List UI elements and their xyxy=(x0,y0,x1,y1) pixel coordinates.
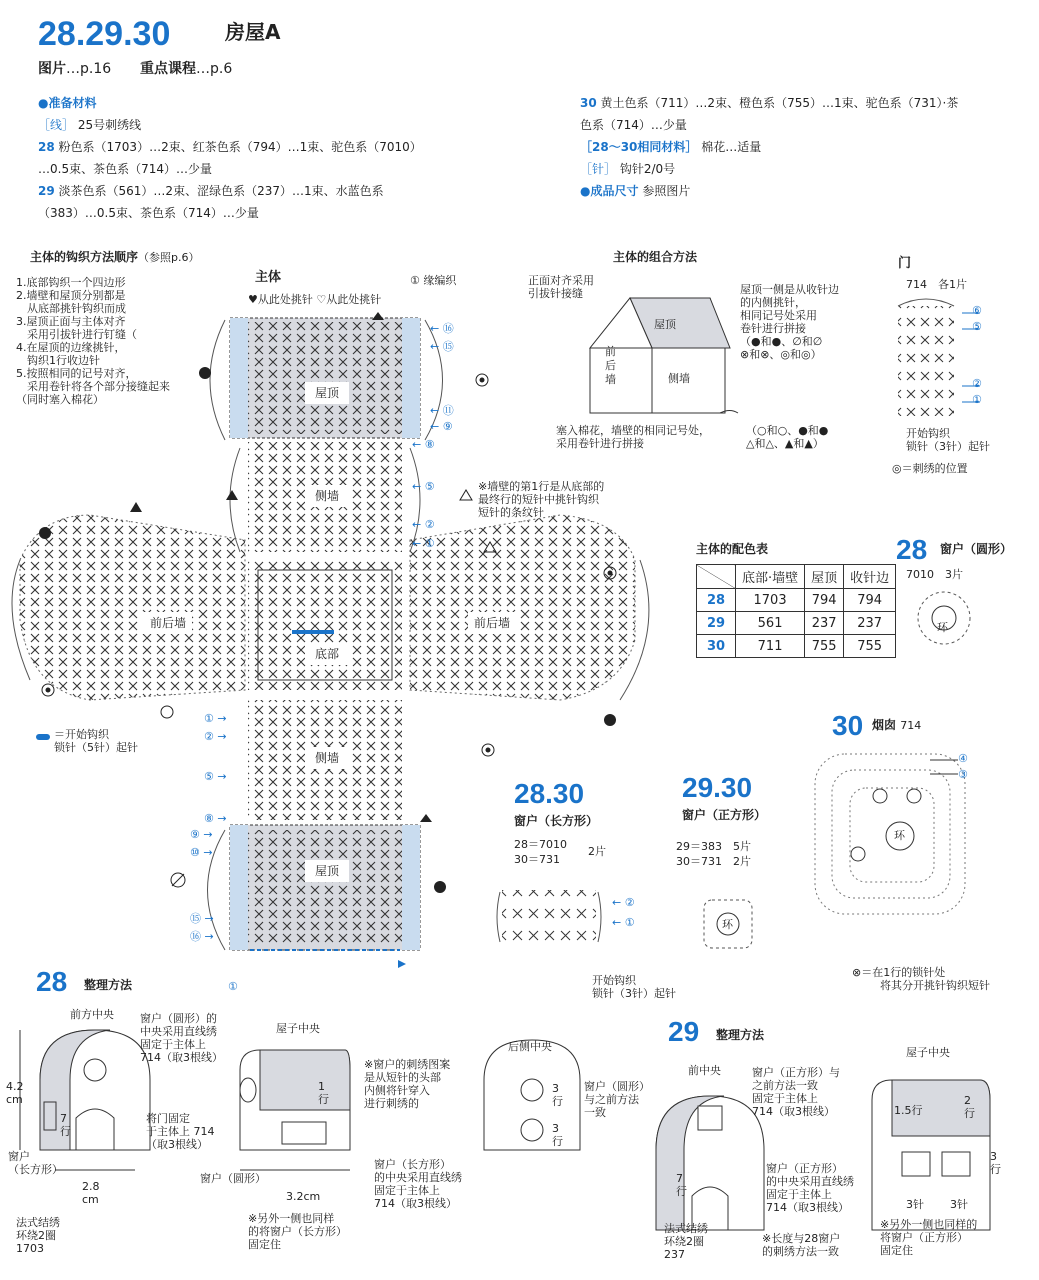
pattern-code: 28.29.30 xyxy=(38,15,171,53)
color-table xyxy=(696,564,896,658)
needle-line: ［针］ 钩针2/0号 xyxy=(580,162,676,176)
win-rect-row-1: ← ① xyxy=(612,916,635,929)
row-5: ← ⑤ xyxy=(412,480,435,493)
m30-line2: 色系（714）…少量 xyxy=(580,118,687,132)
finish29-title: 整理方法 xyxy=(716,1028,765,1042)
bottom-label: 底部 xyxy=(315,647,340,661)
finish28-rect-note: 窗户（长方形） 的中央采用直线绣 固定于主体上 714（取3根线） xyxy=(374,1158,462,1210)
win-sq-num: 29.30 xyxy=(682,772,753,803)
finish29-num: 29 xyxy=(668,1016,700,1047)
row-11: ← ⑪ xyxy=(430,404,454,417)
steps-title: 主体的钩织方法顺序（参照p.6） xyxy=(30,250,200,264)
thread-line: ［线］ 25号刺绣线 xyxy=(38,118,142,132)
row-9-bottom: ⑨ → xyxy=(190,828,213,841)
chimney-legend: ⊗＝在1行的锁针处 将其分开挑针钩织短针 xyxy=(852,966,990,992)
win-rect-row-2: ← ② xyxy=(612,896,635,909)
chimney-title: 烟囱 714 xyxy=(872,718,922,732)
door-color: 714 各1片 xyxy=(906,278,967,291)
row-5-bottom: ⑤ → xyxy=(204,770,227,783)
win-sq-ring: 环 xyxy=(722,918,733,931)
finish28-front-center: 前方中央 xyxy=(70,1008,114,1021)
chimney-num: 30 xyxy=(832,710,864,741)
row-2: ← ② xyxy=(412,518,435,531)
win-rect-28: 28＝7010 xyxy=(514,838,567,851)
pick-from-note: ♥从此处挑针 ♡从此处挑针 xyxy=(248,293,382,306)
ref-photo: 图片…p.16 xyxy=(38,61,112,77)
m28-line2: …0.5束、茶色系（714）…少量 xyxy=(38,162,212,176)
start-mark xyxy=(36,734,50,740)
row-10: ← ⑨ xyxy=(430,420,453,433)
door-embroider-note: ◎＝刺绣的位置 xyxy=(892,462,968,475)
finish29-front-center: 前中央 xyxy=(688,1064,721,1077)
finish28-rows7: 7 行 xyxy=(60,1112,71,1138)
finish28-knot: 法式结绣 环绕2圈 1703 xyxy=(16,1216,60,1255)
finish28-dim: 3.2cm xyxy=(286,1190,321,1203)
edge-note: ① 缘编织 xyxy=(410,274,457,287)
assembly-right-note: 屋顶一侧是从收针边 的内侧挑针， 相同记号处采用 卷针进行拼接 （●和●、∅和∅ ⊗和⊗、◎和◎） xyxy=(740,283,839,361)
side-wall-label-top: 侧墙 xyxy=(315,489,340,503)
finish29-r7: 7 行 xyxy=(676,1172,687,1198)
finish29-r3: 3 行 xyxy=(990,1150,1001,1176)
win-rect-start: 开始钩织 锁针（3针）起针 xyxy=(592,974,676,1000)
finish29-knot: 法式结绣 环绕2圈 237 xyxy=(664,1222,708,1261)
finish28-embroider-note: ※窗户的刺绣图案 是从短针的头部 内侧将针穿入 进行刺绣的 xyxy=(364,1058,451,1110)
win-round-title: 窗户（圆形） xyxy=(940,542,1013,556)
win-sq-29: 29＝383 5片 xyxy=(676,840,751,853)
table-row: 底部·墙壁 屋顶 收针边 xyxy=(697,565,896,589)
finish28-r1: 1 行 xyxy=(318,1080,329,1106)
win-rect-30: 30＝731 xyxy=(514,853,560,866)
ref-lesson: 重点课程…p.6 xyxy=(140,61,233,77)
finish28-height: 4.2 cm xyxy=(6,1080,24,1106)
finish29-s3b: 3针 xyxy=(950,1198,968,1211)
row-1: ← ① xyxy=(412,537,435,550)
table-row: 30 711 755 755 xyxy=(697,635,896,658)
front-back-label-left: 前后墙 xyxy=(150,616,187,630)
assembly-left-note: 正面对齐采用 引拔针接缝 xyxy=(528,274,594,300)
win-sq-title: 窗户（正方形） xyxy=(682,808,767,822)
assembly-title: 主体的组合方法 xyxy=(613,250,698,264)
assembly-house xyxy=(580,288,740,418)
roof-label-top: 屋顶 xyxy=(315,386,340,400)
row-8-bottom: ⑧ → xyxy=(204,812,227,825)
m29-line1: 29 淡茶色系（561）…2束、涩绿色系（237）…1束、水蓝色系 xyxy=(38,184,384,198)
win-rect-title: 窗户（长方形） xyxy=(514,814,599,828)
assembly-side-label: 侧墙 xyxy=(668,372,690,385)
common-line: ［28～30相同材料］ 棉花…适量 xyxy=(580,140,762,154)
pattern-title: 房屋A xyxy=(225,20,281,44)
finish28-num: 28 xyxy=(36,966,68,997)
chimney-row-4: ④ xyxy=(958,752,968,765)
win-rect-num: 28.30 xyxy=(514,778,585,809)
assembly-bottom-note: 塞入棉花，墙壁的相同记号处， 采用卷针进行拼接 xyxy=(556,424,710,450)
roof-label-bottom: 屋顶 xyxy=(315,864,340,878)
m29-line2: （383）…0.5束、茶色系（714）…少量 xyxy=(38,206,259,220)
door-diagram xyxy=(890,296,1000,424)
front-back-right xyxy=(410,515,635,700)
front-back-label-right: 前后墙 xyxy=(474,616,511,630)
steps-list: 1.底部钩织一个四边形 2.墙壁和屋顶分别都是 从底部挑针钩织而成 3.屋顶正面与主体对齐 采用引拔针进行钉缝（ 4.在屋顶的边缘挑针， 钩织1行收边针 5.按照相同的记号对齐， 采用卷针将各个部分接缝起来 （同时塞入棉花） xyxy=(16,276,170,406)
front-back-left xyxy=(20,515,245,700)
door-row-2: ② xyxy=(972,377,982,390)
finish28-n3c: 3 行 xyxy=(552,1122,563,1148)
size-line: ●成品尺寸 参照图片 xyxy=(580,184,691,198)
door-row-6: ⑥ xyxy=(972,304,982,317)
row-16: ← ⑯ xyxy=(430,322,454,335)
door-start-note: 开始钩织 锁针（3针）起针 xyxy=(906,427,990,453)
main-title: 主体 xyxy=(255,270,282,285)
row-10-bottom: ⑩ → xyxy=(190,846,213,859)
win-round-color: 7010 3片 xyxy=(906,568,963,581)
finish28-round-same: 窗户（圆形） 与之前方法 一致 xyxy=(584,1080,650,1119)
row-16-bottom: ⑯ → xyxy=(190,930,214,943)
row-8: ← ⑧ xyxy=(412,438,435,451)
win-rect-diagram xyxy=(494,882,604,952)
finish28-back-center: 后侧中央 xyxy=(508,1040,552,1053)
assembly-bottom-note-2: （○和○、●和● △和△、▲和▲） xyxy=(746,424,829,450)
row-15: ← ⑮ xyxy=(430,340,454,353)
win-round-num: 28 xyxy=(896,534,928,565)
finish28-n3a: 3 行 xyxy=(552,1082,563,1108)
table-row: 29 561 237 237 xyxy=(697,612,896,635)
finish29-s3a: 3针 xyxy=(906,1198,924,1211)
finish29-sq-note: 窗户（正方形）与 之前方法一致 固定于主体上 714（取3根线） xyxy=(752,1066,840,1118)
finish29-length-note: ※长度与28窗户 的刺绣方法一致 xyxy=(762,1232,841,1258)
finish29-other-note: ※另外一侧也同样的 将窗户（正方形） 固定住 xyxy=(880,1218,978,1257)
finish28-title: 整理方法 xyxy=(84,978,133,992)
main-body-diagram xyxy=(0,260,680,980)
finish28-roof-center: 屋子中央 xyxy=(276,1022,320,1035)
door-title: 门 xyxy=(898,256,912,271)
wall-note: ※墙壁的第1行是从底部的 最终行的短针中挑针钩织 短针的条纹针 xyxy=(478,480,605,519)
win-round-diagram xyxy=(912,586,976,650)
m30-line1: 30 黄土色系（711）…2束、橙色系（755）…1束、驼色系（731）·茶 xyxy=(580,96,959,110)
table-row: 28 1703 794 794 xyxy=(697,589,896,612)
m28-line1: 28 粉色系（1703）…2束、红茶色系（794）…1束、驼色系（7010） xyxy=(38,140,422,154)
chimney-ring: 环 xyxy=(894,829,905,842)
row-15-bottom: ⑮ → xyxy=(190,912,214,925)
win-rect-count: 2片 xyxy=(588,845,606,858)
bottom-block xyxy=(248,560,402,690)
materials-heading: ●准备材料 xyxy=(38,96,97,110)
start-note: ＝开始钩织 锁针（5针）起针 xyxy=(54,728,138,754)
finish28-note-other: ※另外一侧也同样 的将窗户（长方形） 固定住 xyxy=(248,1212,347,1251)
assembly-front-label: 前后墙 xyxy=(605,345,616,386)
door-row-1: ① xyxy=(972,393,982,406)
finish29-r2: 2 行 xyxy=(964,1094,975,1120)
finish29-h15: 1.5行 xyxy=(894,1104,923,1117)
row-1-bottom: ① → xyxy=(204,712,227,725)
finish29-roof-center: 屋子中央 xyxy=(906,1046,950,1059)
finish28-win-round: 窗户（圆形） xyxy=(200,1172,266,1185)
win-sq-30: 30＝731 2片 xyxy=(676,855,751,868)
chimney-row-3: ③ xyxy=(958,768,968,781)
finish28-win-rect: 窗户 （长方形） xyxy=(8,1150,63,1176)
row-2-bottom: ② → xyxy=(204,730,227,743)
row-1-end: ① xyxy=(228,980,238,993)
win-round-ring: 环 xyxy=(937,621,948,634)
assembly-roof-label: 屋顶 xyxy=(654,318,676,331)
finish28-width: 2.8 cm xyxy=(82,1180,100,1206)
finish29-sq-center-note: 窗户（正方形） 的中央采用直线绣 固定于主体上 714（取3根线） xyxy=(766,1162,854,1214)
door-row-5: ⑤ xyxy=(972,320,982,333)
color-table-title: 主体的配色表 xyxy=(696,542,769,556)
finish28-round-note: 窗户（圆形）的 中央采用直线绣 固定于主体上 714（取3根线） xyxy=(140,1012,223,1064)
finish28-door-note: 将门固定 于主体上 714 （取3根线） xyxy=(146,1112,215,1151)
side-wall-label-bottom: 侧墙 xyxy=(315,751,340,765)
